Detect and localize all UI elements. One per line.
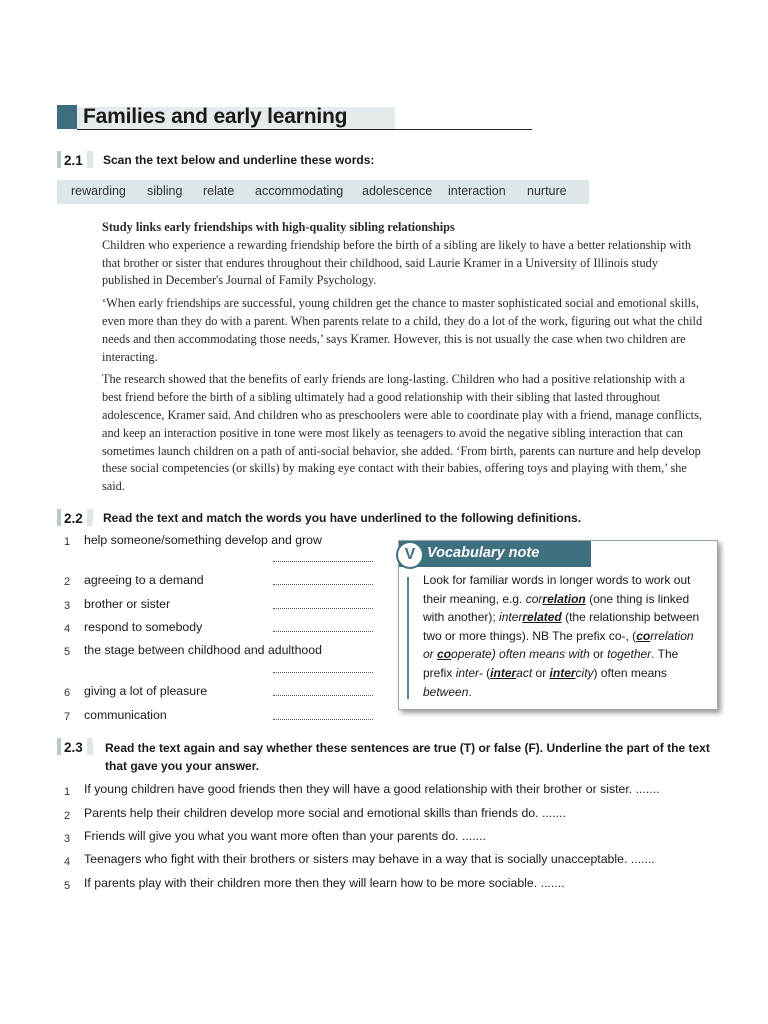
vocabulary-note-box [398, 540, 718, 710]
title-underline [77, 129, 532, 130]
definition-item: communication [84, 708, 167, 722]
statement-item: If young children have good friends then they will have a good relationship with their brother or sister. ....... [84, 782, 660, 796]
page-title: Families and early learning [83, 105, 348, 128]
section-2-2-instruction: Read the text and match the words you have underlined to the following definitions. [103, 511, 582, 525]
definition-item: the stage between childhood and adulthood [84, 643, 322, 657]
answer-blank[interactable] [273, 671, 373, 673]
article [102, 219, 704, 496]
word-bank-item: adolescence [362, 184, 433, 198]
article-paragraph: Children who experience a rewarding friendship before the birth of a sibling are likely to have a better relationship with that brother or sister that endures throughout their childhood, said Laurie Kramer in a University of Illinois study published in December's Journal of Family Psychology. [102, 237, 692, 288]
word-bank-item: accommodating [255, 184, 344, 198]
statement-number: 5 [64, 880, 71, 892]
answer-blank[interactable] [273, 560, 373, 562]
vocabulary-side-rule [407, 577, 409, 699]
answer-blank[interactable] [273, 607, 373, 609]
word-bank-item: rewarding [71, 184, 126, 198]
answer-blank[interactable] [273, 583, 373, 585]
word-bank-item: sibling [147, 184, 183, 198]
section-2-2-number: 2.2 [57, 509, 93, 526]
statement-number: 1 [64, 786, 71, 798]
statement-number: 3 [64, 833, 71, 845]
definition-number: 2 [64, 576, 71, 588]
vocabulary-v-icon: V [396, 541, 424, 569]
answer-blank[interactable] [273, 718, 373, 720]
word-bank-item: interaction [448, 184, 506, 198]
definition-item: brother or sister [84, 597, 171, 611]
definition-item: help someone/something develop and grow [84, 533, 322, 547]
statement-item: Teenagers who fight with their brothers or sisters may behave in a way that is socially unacceptable. ....... [84, 852, 655, 866]
article-headline: Study links early friendships with high-quality sibling relationships [102, 220, 455, 234]
section-2-1-number: 2.1 [57, 151, 93, 168]
answer-blank[interactable] [273, 630, 373, 632]
statement-number: 4 [64, 856, 71, 868]
definition-item: giving a lot of pleasure [84, 684, 208, 698]
word-bank-item: nurture [527, 184, 567, 198]
vocabulary-note-header [399, 541, 591, 567]
section-2-3-instruction: Read the text again and say whether these sentences are true (T) or false (F). Underline the part of the text [105, 741, 710, 755]
page-title-header [57, 105, 477, 131]
section-2-3-number: 2.3 [57, 738, 93, 755]
section-2-3-instruction: that gave you your answer. [105, 759, 260, 773]
word-bank-item: relate [203, 184, 235, 198]
answer-blank[interactable] [273, 694, 373, 696]
definition-number: 3 [64, 600, 71, 612]
vocabulary-note-title: Vocabulary note [427, 545, 540, 561]
definition-item: respond to somebody [84, 620, 203, 634]
title-accent-block [57, 105, 77, 129]
statement-number: 2 [64, 810, 71, 822]
definition-number: 4 [64, 623, 71, 635]
definition-number: 6 [64, 687, 71, 699]
section-2-1-instruction: Scan the text below and underline these words: [103, 153, 375, 167]
article-paragraph: The research showed that the benefits of early friends are long-lasting. Children who had a positive relationship with a best friend before the birth of a sibling ultimately had a good relationship with their sibling that lasted throughout adolescence, Kramer said. And children who as preschoolers were able to coordinate play with a friend, manage conflicts, and keep an interaction positive in tone were most likely as teenagers to avoid the negative sibling interaction that can sometimes launch children on a path of anti-social behavior, she added. ‘From birth, parents can nurture and help develop these social competencies (or skills) by making eye contact with their babies, offering toys and playing with them,’ she said. [102, 372, 702, 494]
word-bank [57, 180, 589, 204]
definition-number: 7 [64, 711, 71, 723]
article-paragraph: ‘When early friendships are successful, young children get the chance to master sophisticated social and emotional skills, even more than they do with a parent. When parents relate to a child, they do a lot of the work, figuring out what the child needs and then accommodating those needs,’ says Kramer. However, this is not usually the case when two children are interacting. [102, 296, 703, 364]
definition-number: 5 [64, 646, 71, 658]
definition-number: 1 [64, 536, 71, 548]
definition-item: agreeing to a demand [84, 573, 204, 587]
statement-item: Parents help their children develop more social and emotional skills than friends do. ....... [84, 806, 566, 820]
statement-item: If parents play with their children more then they will learn how to be more sociable. ....... [84, 876, 565, 890]
vocabulary-note-text: Look for familiar words in longer words to work out their meaning, e.g. correlation (one thing is linked with another); interrelated (the relationship between two or more things). NB The prefix co-, (correlation or cooperate) often means with or together. The prefix inter- (interact or intercity) often means between. [423, 573, 700, 699]
statement-item: Friends will give you what you want more often than your parents do. ....... [84, 829, 486, 843]
